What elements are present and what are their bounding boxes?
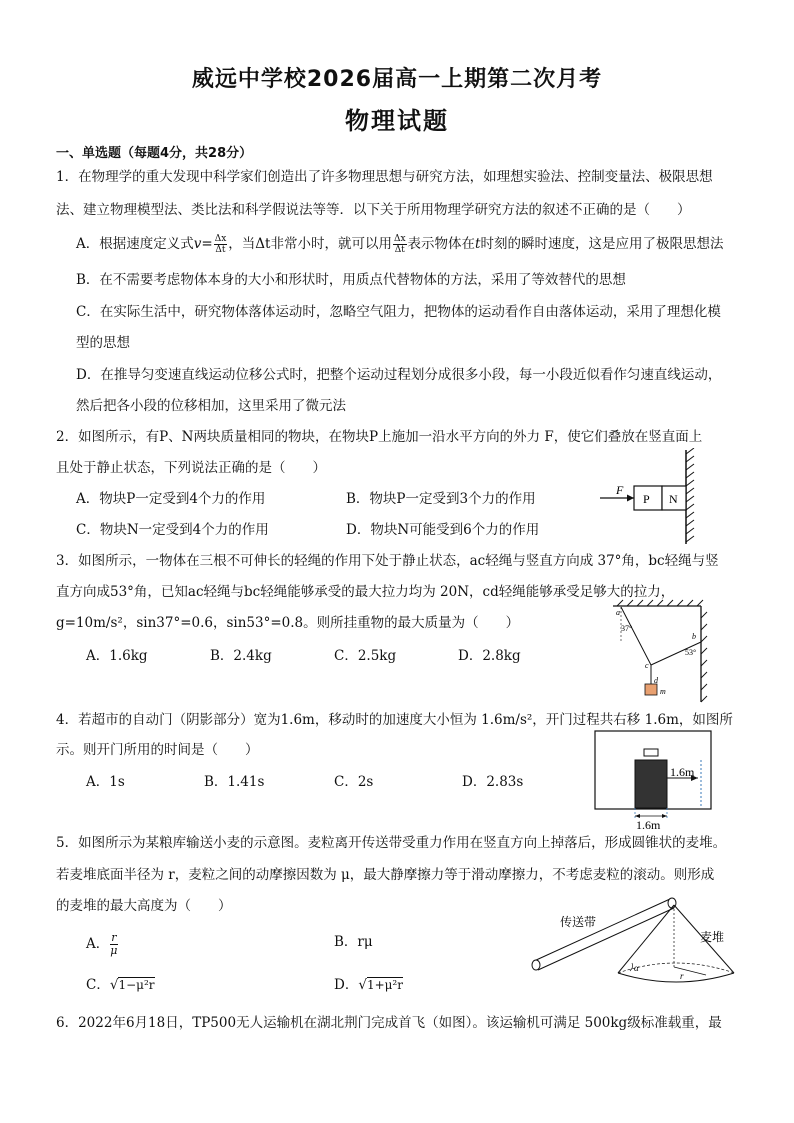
q4-stem-line2: 示。则开门所用的时间是（ ） bbox=[56, 742, 259, 758]
q2-option-a: A．物块P一定受到4个力的作用 bbox=[76, 491, 266, 507]
delta-x-over-delta-t-1: $\frac{\Delta x}{\Delta t}$ bbox=[214, 234, 227, 255]
q5-stem-line2: 若麦堆底面半径为 r，麦粒之间的动摩擦因数为 μ，最大静摩擦力等于滑动摩擦力，不考虑麦粒的滚动。则形成 bbox=[56, 867, 715, 883]
q5-figure-wheat-pile bbox=[528, 893, 764, 985]
point-d-label: d bbox=[654, 676, 658, 685]
q3-stem-line2: 直方向成53°角，已知ac轻绳与bc轻绳能够承受的最大拉力均为 20N，cd轻绳能够承受足够大的拉力， bbox=[56, 584, 675, 600]
q2-option-d: D．物块N可能受到6个力的作用 bbox=[346, 522, 540, 538]
point-c-label: c bbox=[645, 661, 649, 670]
delta-x-over-delta-t-2: $\frac{\Delta x}{\Delta t}$ bbox=[393, 234, 406, 255]
q1-option-d-line2: 然后把各小段的位移相加，这里采用了微元法 bbox=[76, 398, 346, 414]
q1-option-d-line1: D．在推导匀变速直线运动位移公式时，把整个运动过程划分成很多小段，每一小段近似看作匀速直线运动， bbox=[76, 367, 722, 383]
sqrt-icon: √ bbox=[109, 977, 119, 993]
q1-stem-line2: 法、建立物理模型法、类比法和科学假说法等等．以下关于所用物理学研究方法的叙述不正确的是（ ） bbox=[56, 202, 691, 218]
sqrt-icon: √ bbox=[358, 977, 367, 993]
q1-option-a-t: t bbox=[475, 236, 481, 252]
q3-option-a: A．1.6kg bbox=[86, 648, 148, 664]
exam-title: 威远中学校2026届高一上期第二次月考 bbox=[191, 67, 603, 92]
q4-option-c: C．2s bbox=[334, 774, 374, 790]
q3-stem-line3: g=10m/s²，sin37°=0.6，sin53°=0.8。则所挂重物的最大质量为（ ） bbox=[56, 615, 520, 631]
q4-option-a: A．1s bbox=[86, 774, 125, 790]
q5-stem-line3: 的麦堆的最大高度为（ ） bbox=[56, 898, 232, 914]
q1-option-a-mid: ，当Δt非常小时，就可以用 bbox=[228, 236, 392, 252]
pile-label: 麦堆 bbox=[700, 930, 725, 944]
q1-option-a-v: v bbox=[193, 236, 202, 252]
radius-label: r bbox=[680, 971, 684, 981]
q5-option-c bbox=[86, 976, 155, 994]
q5-option-d-expr: 1+μ²r bbox=[366, 978, 403, 992]
angle-53-label: 53° bbox=[685, 648, 697, 657]
q1-option-a-pre: A．根据速度定义式 bbox=[76, 236, 194, 252]
q5-option-d bbox=[334, 976, 403, 994]
q2-option-b: B．物块P一定受到3个力的作用 bbox=[346, 491, 536, 507]
q4-figure-door bbox=[594, 730, 712, 830]
door-right-label: 1.6m bbox=[670, 765, 695, 779]
q1-option-c-line2: 型的思想 bbox=[76, 335, 130, 351]
point-a-label: a bbox=[616, 608, 620, 617]
q4-option-d: D．2.83s bbox=[462, 774, 524, 790]
q1-stem-line1: 1．在物理学的重大发现中科学家们创造出了许多物理思想与研究方法，如理想实验法、控制变量法、极限思想 bbox=[56, 169, 713, 185]
q4-option-b: B．1.41s bbox=[204, 774, 265, 790]
q1-option-b: B．在不需要考虑物体本身的大小和形状时，用质点代替物体的方法，采用了等效替代的思想 bbox=[76, 272, 626, 288]
q2-option-c: C．物块N一定受到4个力的作用 bbox=[76, 522, 269, 538]
q5-option-c-expr: 1−μ²r bbox=[118, 978, 155, 992]
point-b-label: b bbox=[692, 632, 696, 641]
q5-option-b: B．rμ bbox=[334, 934, 373, 950]
q5-option-d-label: D． bbox=[334, 977, 359, 993]
block-n-label: N bbox=[669, 492, 678, 506]
q3-option-d: D．2.8kg bbox=[458, 648, 521, 664]
q1-option-a bbox=[76, 234, 723, 255]
q5-stem-line1: 5．如图所示为某粮库输送小麦的示意图。麦粒离开传送带受重力作用在竖直方向上掉落后，形成圆锥状的麦堆。 bbox=[56, 835, 727, 851]
q3-option-b: B．2.4kg bbox=[210, 648, 272, 664]
q4-stem-line1: 4．若超市的自动门（阴影部分）宽为1.6m，移动时的加速度大小恒为 1.6m/s²，开门过程共右移 1.6m，如图所 bbox=[56, 712, 733, 728]
q2-figure-blocks bbox=[598, 448, 708, 546]
q3-option-c: C．2.5kg bbox=[334, 648, 397, 664]
belt-label: 传送带 bbox=[560, 915, 597, 929]
angle-37-label: 37° bbox=[621, 624, 633, 633]
block-p-label: P bbox=[643, 492, 650, 506]
q5-option-c-label: C． bbox=[86, 977, 110, 993]
q5-option-a bbox=[86, 932, 119, 957]
q6-stem-line1: 6．2022年6月18日，TP500无人运输机在湖北荆门完成首飞（如图）。该运输机可满足 500kg级标准载重，最 bbox=[56, 1015, 722, 1031]
q1-option-a-mid2: 表示物体在 bbox=[407, 236, 476, 252]
section-heading: 一、单选题（每题4分，共28分） bbox=[56, 146, 253, 161]
subject-title: 物理试题 bbox=[345, 107, 449, 135]
door-width-label: 1.6m bbox=[636, 818, 661, 830]
q1-option-a-post: 时刻的瞬时速度，这是应用了极限思想法 bbox=[480, 236, 724, 252]
r-over-mu: $\frac{r}{\mu}$ bbox=[110, 931, 118, 957]
q5-option-a-label: A． bbox=[86, 936, 110, 952]
force-label: F bbox=[616, 483, 624, 497]
q2-stem-line1: 2．如图所示，有P、N两块质量相同的物块，在物块P上施加一沿水平方向的外力 F，使它们叠放在竖直面上 bbox=[56, 429, 703, 445]
q3-figure-ropes bbox=[605, 598, 715, 704]
alpha-label: α bbox=[634, 963, 639, 973]
q1-option-a-eq: = bbox=[201, 236, 213, 252]
mass-m-label: m bbox=[660, 687, 666, 696]
q1-option-c-line1: C．在实际生活中，研究物体落体运动时，忽略空气阻力，把物体的运动看作自由落体运动，采用了理想化模 bbox=[76, 304, 721, 320]
q3-stem-line1: 3．如图所示，一物体在三根不可伸长的轻绳的作用下处于静止状态，ac轻绳与竖直方向成 37°角，bc轻绳与竖 bbox=[56, 553, 719, 569]
q2-stem-line2: 且处于静止状态，下列说法正确的是（ ） bbox=[56, 460, 326, 476]
